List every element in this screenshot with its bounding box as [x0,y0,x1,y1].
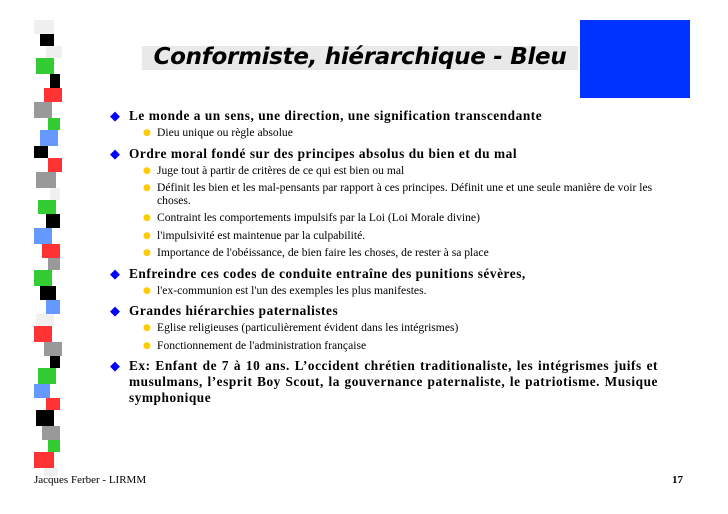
sub-list [129,127,658,140]
sub-item [129,340,658,353]
dot-bullet-icon: ● [143,323,151,333]
bullet-item-text: Ex: Enfant de 7 à 10 ans. L’occident chrétien traditionaliste, les intégrismes juifs et musulmans, l’esprit Boy Scout, la gouvernance paternaliste, le patriotisme. Musique symphonique [129,358,658,405]
dot-bullet-icon: ● [143,230,151,241]
decorative-strip-block [46,300,60,314]
blue-accent-square [580,20,690,98]
slide-title: Conformiste, hiérarchique - Bleu [153,44,567,70]
decorative-strip-block [34,20,54,34]
sub-list [129,322,658,352]
sub-item-text: l'ex-communion est l'un des exemples les plus manifestes. [157,283,427,297]
decorative-strip-block [36,314,54,326]
decorative-strip-block [38,200,56,214]
bullet-item-text: Grandes hiérarchies paternalistes [129,303,339,318]
sub-item-text: Juge tout à partir de critères de ce qui est bien ou mal [157,163,405,177]
decorative-strip-block [46,46,62,58]
sub-item [129,322,658,335]
decorative-strip-block [46,214,60,228]
decorative-strip-block [36,58,54,74]
decorative-strip-block [34,326,52,342]
bullet-item [110,108,658,140]
decorative-color-strip [34,20,64,476]
bullet-item [110,358,658,406]
decorative-strip-block [46,398,60,410]
diamond-bullet-icon: ◆ [110,304,120,319]
decorative-strip-block [48,440,60,452]
sub-list [129,165,658,260]
diamond-bullet-icon: ◆ [110,359,120,374]
page-number: 17 [672,474,683,486]
sub-item [129,212,658,225]
decorative-strip-block [50,188,60,200]
sub-item [129,230,658,243]
diamond-bullet-icon: ◆ [110,146,120,162]
diamond-bullet-icon: ◆ [110,266,120,282]
dot-bullet-icon: ● [143,285,151,296]
decorative-strip-block [34,270,52,286]
bullet-item [110,266,658,298]
sub-item [129,285,658,298]
decorative-strip-block [50,74,60,88]
decorative-strip-block [34,452,54,468]
dot-bullet-icon: ● [143,248,151,258]
bullet-item-text: Le monde a un sens, une direction, une signification transcendante [129,108,543,123]
dot-bullet-icon: ● [143,183,151,193]
decorative-strip-block [48,258,60,270]
decorative-strip-block [34,102,52,118]
bullet-item [110,146,658,260]
decorative-strip-block [50,356,60,368]
dot-bullet-icon: ● [143,213,151,223]
decorative-strip-block [38,368,56,384]
sub-item-text: Importance de l'obéissance, de bien faire les choses, de rester à sa place [157,246,489,259]
decorative-strip-block [40,286,56,300]
bullet-item-text: Ordre moral fondé sur des principes absolus du bien et du mal [129,145,518,161]
diamond-bullet-icon: ◆ [110,109,120,124]
dot-bullet-icon: ● [143,340,151,351]
decorative-strip-block [40,34,54,46]
decorative-strip-block [34,228,52,244]
decorative-strip-block [36,172,56,188]
decorative-strip-block [34,384,50,398]
slide-content [110,108,658,406]
decorative-strip-block [42,244,60,258]
sub-item-text: Eglise religieuses (particulièrement évident dans les intégrismes) [157,321,459,334]
sub-item-text: Contraint les comportements impulsifs par la Loi (Loi Morale divine) [157,211,480,224]
footer-author: Jacques Ferber - LIRMM [34,474,147,486]
sub-item [129,127,658,140]
decorative-strip-block [36,410,54,426]
bullet-item-text: Enfreindre ces codes de conduite entraîne des punitions sévères, [129,265,526,281]
sub-item [129,247,658,260]
dot-bullet-icon: ● [143,165,151,176]
decorative-strip-block [48,118,60,130]
decorative-strip-block [44,342,62,356]
decorative-strip-block [44,88,62,102]
sub-list [129,285,658,298]
bullet-item [110,303,658,352]
sub-item-text: Définit les bien et les mal-pensants par rapport à ces principes. Définit une et une seule manière de voir les choses. [157,181,653,207]
dot-bullet-icon: ● [143,128,151,138]
sub-item [129,165,658,178]
sub-item [129,182,658,207]
sub-item-text: l'impulsivité est maintenue par la culpabilité. [157,228,366,242]
decorative-strip-block [40,130,58,146]
decorative-strip-block [34,146,48,158]
sub-item-text: Dieu unique ou règle absolue [157,126,293,139]
sub-item-text: Fonctionnement de l'administration française [157,338,367,352]
decorative-strip-block [42,426,60,440]
decorative-strip-block [48,158,62,172]
